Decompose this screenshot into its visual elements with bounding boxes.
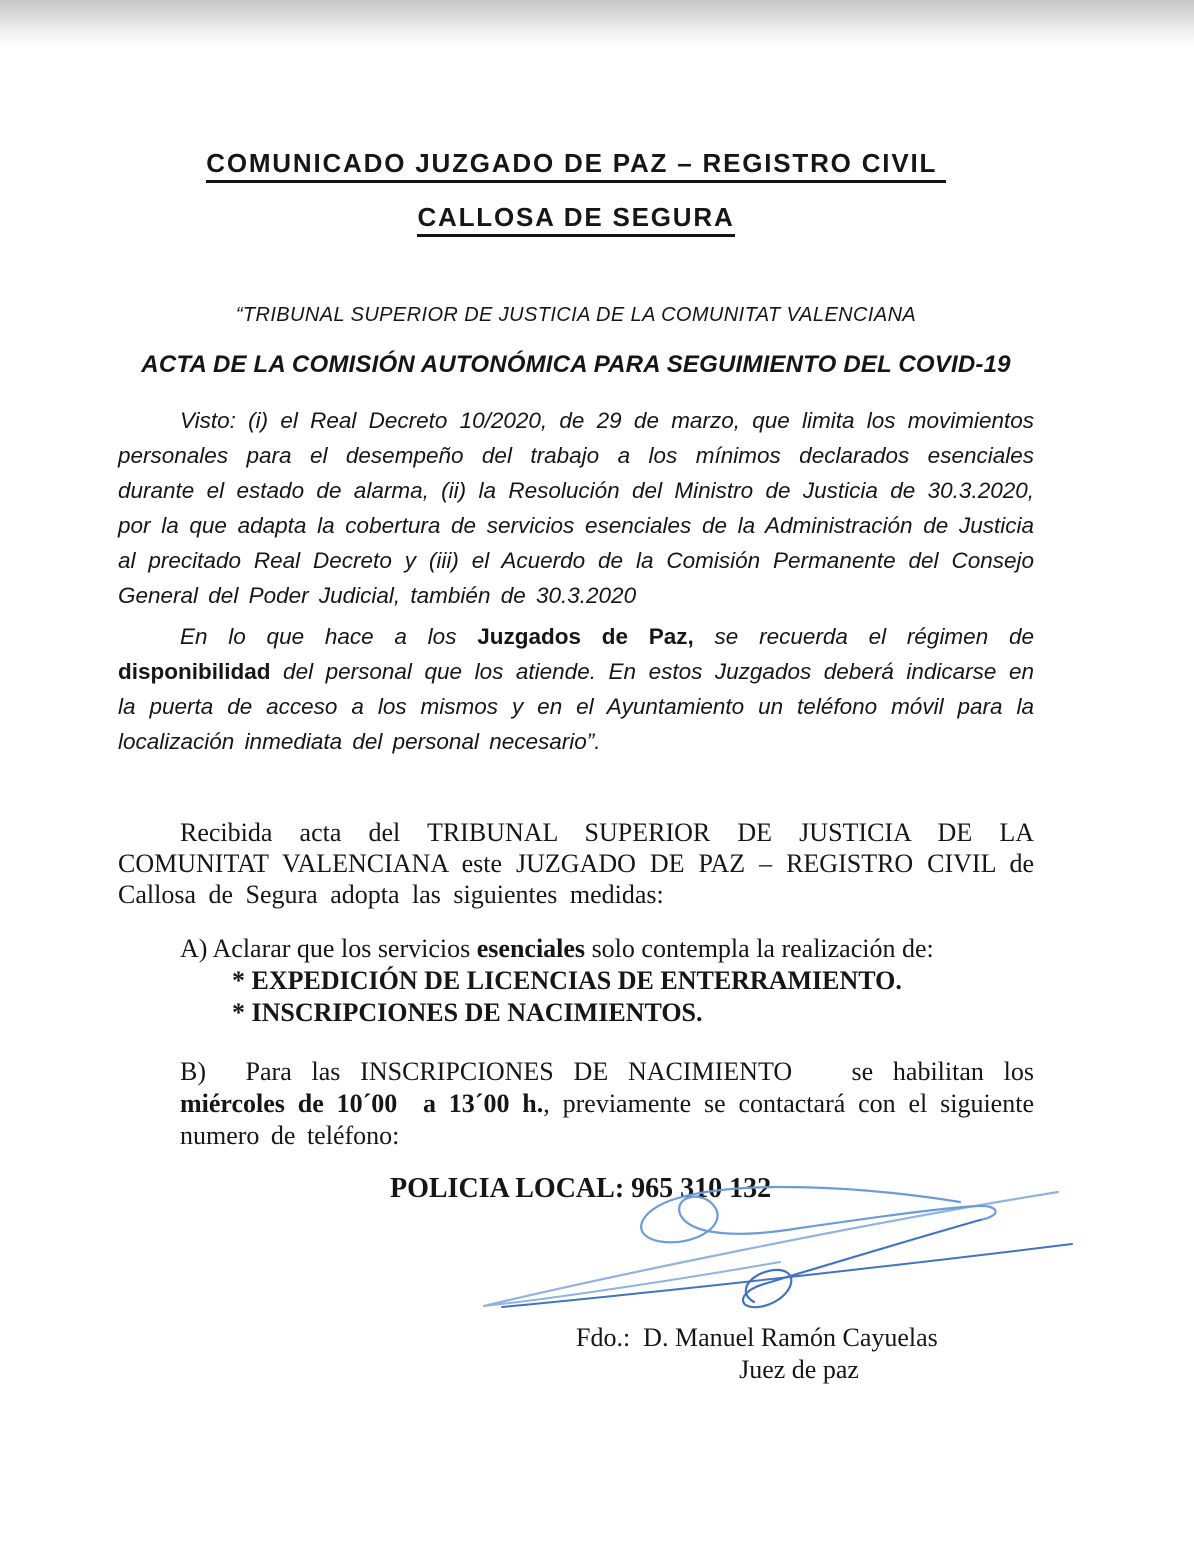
signed-by-line: Fdo.: D. Manuel Ramón Cayuelas xyxy=(576,1323,938,1352)
acta-subtitle: “TRIBUNAL SUPERIOR DE JUSTICIA DE LA COMUNITAT VALENCIANA xyxy=(235,304,917,326)
signature-stroke-long-lower xyxy=(502,1244,1072,1307)
measure-b-run3: , previamente se contactará con el siguiente numero de teléfono: xyxy=(180,1089,1046,1150)
paragraph-recibida xyxy=(118,817,1034,910)
availability-run5: del personal que los atiende. En estos Juzgados deberá indicarse en la puerta de acceso a los mismos y en el Ayuntamiento un teléfono móvil para la localización inmediata del personal necesario”. xyxy=(118,659,1034,754)
police-phone-line: POLICIA LOCAL: 965 310 132 xyxy=(390,1173,772,1204)
availability-run3: se recuerda el régimen de xyxy=(693,624,1034,649)
measure-a-run1: A) Aclarar que los servicios xyxy=(180,934,477,963)
signature-stroke-zigzag xyxy=(743,1220,980,1307)
signature-block xyxy=(576,1322,966,1386)
paragraph-recibida-text: Recibida acta del TRIBUNAL SUPERIOR DE JUSTICIA DE LA COMUNITAT VALENCIANA este JUZGADO DE PAZ – REGISTRO CIVIL de Callosa de Segura adopta las siguientes medidas: xyxy=(118,818,1034,909)
measure-a-block xyxy=(180,933,1034,1029)
document-title-line1-text: COMUNICADO JUZGADO DE PAZ – REGISTRO CIVIL xyxy=(206,148,946,183)
measure-b-run2-bold: miércoles de 10´00 a 13´00 h. xyxy=(180,1089,544,1118)
document-title-line1 xyxy=(118,148,1034,178)
availability-run2-bold: Juzgados de Paz, xyxy=(477,624,694,649)
measure-a-lead xyxy=(180,933,1034,965)
signature-ink xyxy=(440,1180,1100,1320)
measure-a-run2-bold: esenciales xyxy=(476,934,586,963)
paragraph-visto xyxy=(118,403,1034,613)
acta-heading: ACTA DE LA COMISIÓN AUTONÓMICA PARA SEGUIMIENTO DEL COVID-19 xyxy=(141,351,1011,378)
availability-run4-bold: disponibilidad xyxy=(118,659,271,684)
availability-run1: En lo que hace a los xyxy=(180,624,478,649)
paragraph-disponibilidad xyxy=(118,619,1034,759)
measure-a-item-licencias: * EXPEDICIÓN DE LICENCIAS DE ENTERRAMIENTO. xyxy=(232,966,902,995)
measure-a-run3: solo contempla la realización de: xyxy=(585,934,934,963)
measure-a-item-nacimientos: * INSCRIPCIONES DE NACIMIENTOS. xyxy=(232,998,703,1027)
document-title-line2 xyxy=(118,202,1034,232)
paragraph-visto-text: Visto: (i) el Real Decreto 10/2020, de 29 de marzo, que limita los movimientos personales para el desempeño del trabajo a los mínimos declarados esenciales durante el estado de alarma, (ii) la Resolución del Ministro de Justicia de 30.3.2020, por la que adapta la cobertura de servicios esenciales de la Administración de Justicia al precitado Real Decreto y (iii) el Acuerdo de la Comisión Permanente del Consejo General del Poder Judicial, también de 30.3.2020 xyxy=(118,408,1034,608)
measure-b-block xyxy=(180,1056,1046,1152)
signature-stroke-long-upper xyxy=(484,1192,1058,1306)
document-title-line2-text: CALLOSA DE SEGURA xyxy=(417,202,734,237)
measure-b-run1: B) Para las INSCRIPCIONES DE NACIMIENTO se habilitan los xyxy=(180,1057,1046,1086)
signer-role-line: Juez de paz xyxy=(739,1355,859,1384)
